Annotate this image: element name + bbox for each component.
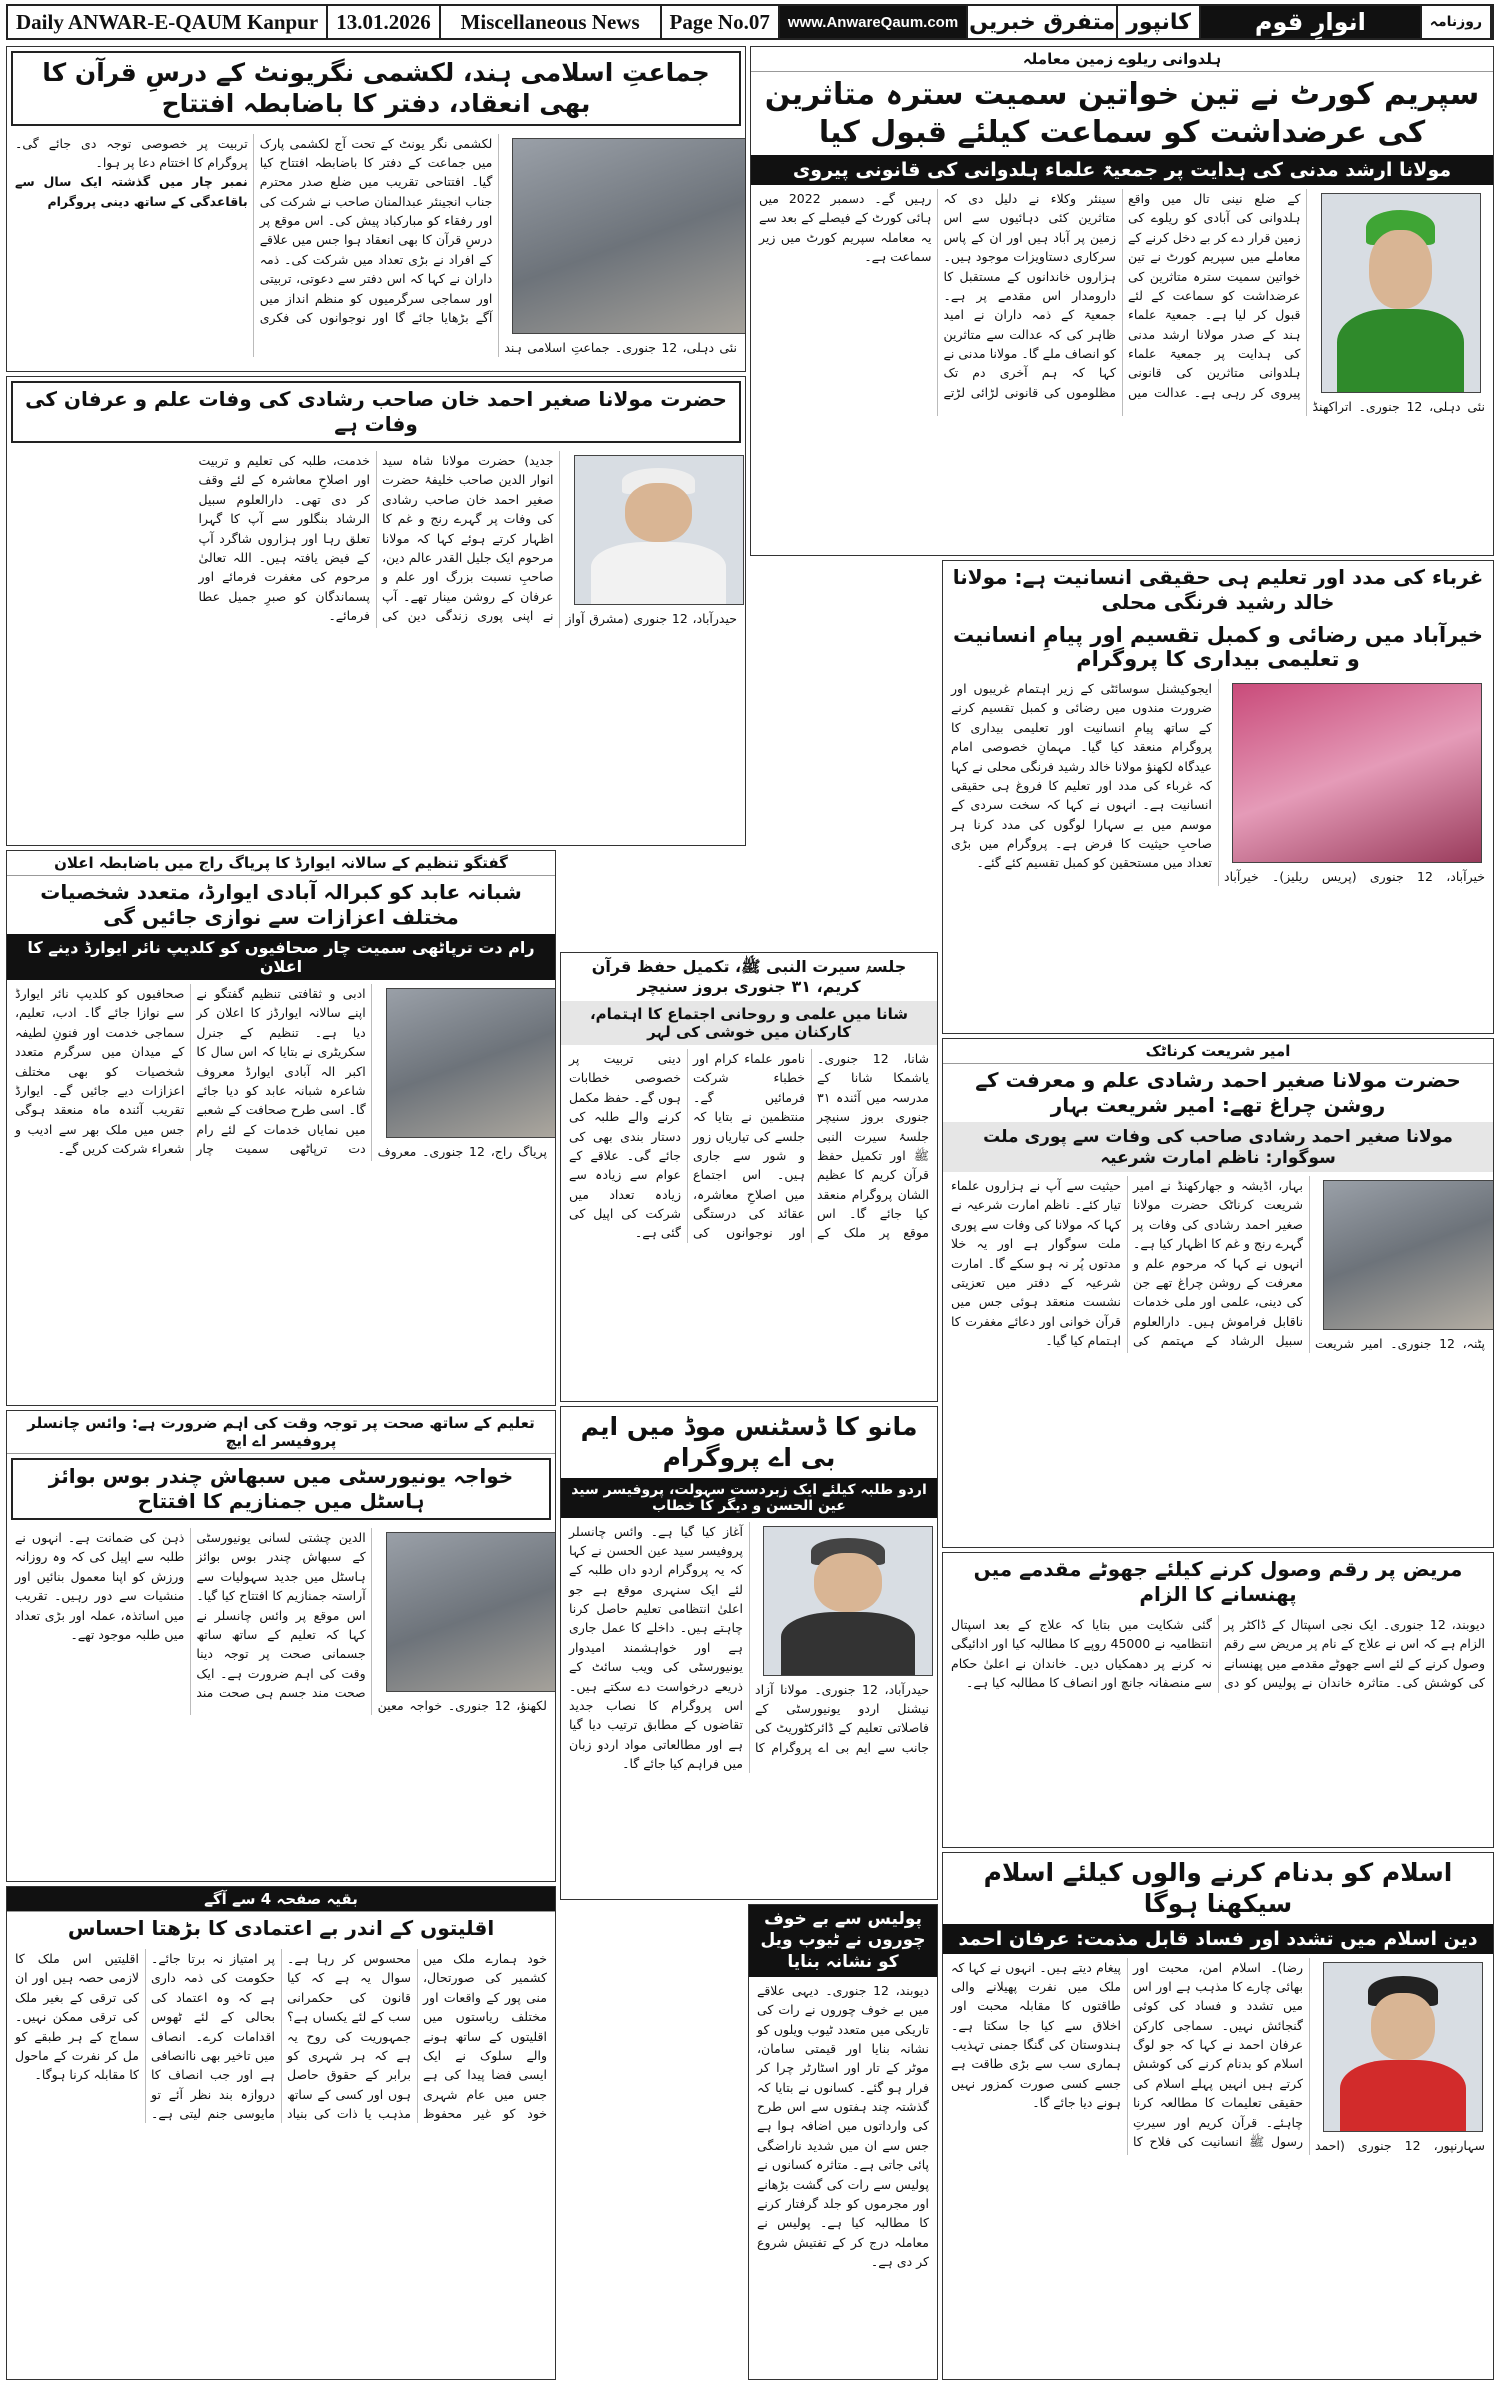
page-number: Page No.07	[662, 6, 780, 38]
maulana-arshad-madni-portrait	[1321, 193, 1481, 393]
story-headline: جلسۂ سیرت النبی ﷺ، تکمیل حفظ قرآن کریم، ۳۱ جنوری بروز سنیچر	[591, 957, 907, 996]
story-text: سہارنپور، 12 جنوری (احمد رضا)۔ اسلام امن، محبت اور بھائی چارے کا مذہب ہے اور اس میں تشدد و فساد کی کوئی گنجائش نہیں۔ سماجی کارکن عرفان احمد نے کہا کہ جو لوگ اسلام کو بدنام کرنے کی کوشش کرتے ہیں انہیں پہلے اسلام کی حقیقی تعلیمات کا مطالعہ کرنا چاہئے۔ قرآن کریم اور سیرتِ رسول ﷺ انسانیت کی فلاح کا پیغام دیتے ہیں۔ انہوں نے کہا کہ ملک میں نفرت پھیلانے والی طاقتوں کا مقابلہ محبت اور اخلاق سے کیا جا سکتا ہے۔ ہندوستان کی گنگا جمنی تہذیب ہماری سب سے بڑی طاقت ہے جسے کسی صورت کمزور نہیں ہونے دیا جائے گا۔	[951, 1959, 1485, 2153]
story-text: پریاگ راج، 12 جنوری۔ معروف ادبی و ثقافتی تنظیم گفتگو نے اپنے سالانہ ایوارڈز کا اعلان کر دیا ہے۔ تنظیم کے جنرل سکریٹری نے بتایا کہ اس سال کا اکبر الہ آبادی ایوارڈ معروف شاعرہ شبانہ عابد کو دیا جائے گا۔ اسی طرح صحافت کے شعبے میں نمایاں خدمات کے لئے رام دت ترپاٹھی سمیت چار صحافیوں کو کلدیپ نائر ایوارڈ سے نوازا جائے گا۔ ادب، تعلیم، سماجی خدمت اور فنونِ لطیفہ کے میدان میں سرگرم متعدد شخصیات کو بھی مختلف اعزازات دیے جائیں گے۔ ایوارڈ تقریب آئندہ ماہ منعقد ہوگی جس میں ملک بھر سے ادیب و شعراء شرکت کریں گے۔	[15, 986, 547, 1159]
story-body	[943, 1611, 1493, 1697]
story-body	[7, 1945, 555, 2127]
story-text: دیوبند، 12 جنوری۔ دیہی علاقے میں بے خوف چوروں نے رات کی تاریکی میں متعدد ٹیوب ویلوں کو نشانہ بنایا اور قیمتی سامان، موٹر کے تار اور اسٹارٹر چرا کر فرار ہو گئے۔ کسانوں نے بتایا کہ گذشتہ چند ہفتوں سے اس طرح کی وارداتوں میں اضافہ ہوا ہے جس سے ان میں شدید ناراضگی پائی جاتی ہے۔ متاثرہ کسانوں نے پولیس سے رات کی گشت بڑھانے اور مجرموں کو جلد گرفتار کرنے کا مطالبہ کیا ہے۔ پولیس نے معاملہ درج کر کے تفتیش شروع کر دی ہے۔	[757, 1982, 929, 2269]
story-body	[7, 130, 745, 361]
story-subheadline: دین اسلام میں تشدد اور فساد قابل مذمت: عرفان احمد	[943, 1924, 1493, 1954]
story-subheadline: مولانا ارشد مدنی کی ہدایت پر جمعیۃ علماء ہلدوانی کی قانونی پیروی	[751, 155, 1493, 185]
story-body	[749, 1977, 937, 2276]
story-headline: مریض پر رقم وصول کرنے کیلئے جھوٹے مقدمے میں پھنسانے کا الزام	[973, 1557, 1463, 1606]
story-amir-shariat-tribute	[942, 1038, 1494, 1548]
story-text: خود ہمارے ملک میں کشمیر کی صورتحال، منی پور کے واقعات اور مختلف ریاستوں میں اقلیتوں کے ساتھ ہونے والے سلوک نے ایک ایسی فضا پیدا کی ہے جس میں عام شہری خود کو غیر محفوظ محسوس کر رہا ہے۔ سوال یہ ہے کہ کیا قانون کی حکمرانی سب کے لئے یکساں ہے؟ جمہوریت کی روح یہ ہے کہ ہر شہری کو برابر کے حقوق حاصل ہوں اور کسی کے ساتھ مذہب یا ذات کی بنیاد پر امتیاز نہ برتا جائے۔ حکومت کی ذمہ داری ہے کہ وہ اعتماد کی بحالی کے لئے ٹھوس اقدامات کرے۔ انصاف میں تاخیر بھی ناانصافی ہے اور جب انصاف کا دروازہ بند نظر آئے تو مایوسی جنم لیتی ہے۔ اقلیتیں اس ملک کا لازمی حصہ ہیں اور ان کی ترقی کے بغیر ملک کی ترقی ممکن نہیں۔ سماج کے ہر طبقے کو مل کر نفرت کے ماحول کا مقابلہ کرنا ہوگا۔	[15, 1951, 547, 2121]
story-text: پٹنہ، 12 جنوری۔ امیر شریعت بہار، اڈیشہ و جھارکھنڈ نے امیر شریعت کرناٹک حضرت مولانا صغیر احمد رشادی کی وفات پر گہرے رنج و غم کا اظہار کیا ہے۔ انہوں نے کہا کہ مرحوم علم و معرفت کے روشن چراغ تھے جن کی دینی، علمی اور ملی خدمات ناقابل فراموش ہیں۔ دارالعلوم سبیل الرشاد کے مہتمم کی حیثیت سے آپ نے ہزاروں علماء تیار کئے۔ ناظم امارت شرعیہ نے کہا کہ مولانا کی وفات سے پوری ملت سوگوار ہے اور یہ خلا مدتوں پُر نہ ہو سکے گا۔ امارت شرعیہ کے دفتر میں تعزیتی نشست منعقد ہوئی جس میں قرآن خوانی اور دعائے مغفرت کا اہتمام کیا گیا۔	[951, 1178, 1486, 1351]
story-text: نئی دہلی، 12 جنوری۔ اتراکھنڈ کے ضلع نینی تال میں واقع ہلدوانی کی آبادی کو ریلوے کی زمین قرار دے کر بے دخل کرنے کے معاملے میں سپریم کورٹ نے تین خواتین سمیت سترہ متاثرین کی عرضداشت کو سماعت کے لئے قبول کر لیا ہے۔ جمعیۃ علماء ہند کے صدر مولانا ارشد مدنی کی ہدایت پر جمعیۃ علماء ہلدوانی متاثرین کی قانونی پیروی کر رہی ہے۔ عدالت میں سینئر وکلاء نے دلیل دی کہ متاثرین کئی دہائیوں سے اس زمین پر آباد ہیں اور ان کے پاس سرکاری دستاویزات موجود ہیں۔ ہزاروں خاندانوں کے مستقبل کا دارومدار اس مقدمے پر ہے۔ جمعیۃ کے ذمہ داران نے امید ظاہر کی کہ عدالت سے متاثرین کو انصاف ملے گا۔ مولانا مدنی نے کہا کہ ہم آخری دم تک مظلوموں کی قانونی لڑائی لڑتے رہیں گے۔ دسمبر 2022 میں ہائی کورٹ کے فیصلے کے بعد سے یہ معاملہ سپریم کورٹ میں زیر سماعت ہے۔	[759, 191, 1485, 414]
story-jamaat-office	[6, 46, 746, 372]
story-seerat-jalsa	[560, 952, 938, 1402]
story-text: خیرآباد، 12 جنوری (پریس ریلیز)۔ خیرآباد ایجوکیشنل سوسائٹی کے زیر اہتمام غریبوں اور ضرورت مندوں میں رضائی و کمبل تقسیم کرنے کے ساتھ پیامِ انسانیت اور تعلیمی بیداری کا پروگرام منعقد کیا گیا۔ مہمانِ خصوصی امام عیدگاہ لکھنؤ مولانا خالد رشید فرنگی محلی نے کہا کہ غرباء کی مدد اور تعلیم کا فروغ ہی حقیقی انسانیت ہے۔ انہوں نے کہا کہ سخت سردی کے موسم میں بے سہارا لوگوں کی مدد کرنا ہر صاحبِ حیثیت کا فرض ہے۔ پروگرام میں بڑی تعداد میں مستحقین کو کمبل تقسیم کئے گئے۔	[951, 681, 1485, 884]
story-text: دیوبند، 12 جنوری۔ ایک نجی اسپتال کے ڈاکٹر پر الزام ہے کہ اس نے علاج کے نام پر مریض سے رقم وصول کرنے کے لئے اسے جھوٹے مقدمے میں پھنسانے کی کوشش کی۔ متاثرہ خاندان نے پولیس کو دی گئی شکایت میں بتایا کہ علاج کے بعد اسپتال انتظامیہ نے 45000 روپے کا مطالبہ کیا اور ادائیگی نہ کرنے پر دھمکیاں دیں۔ خاندان نے اعلیٰ حکام سے منصفانہ جانچ اور انصاف کا مطالبہ کیا ہے۔	[951, 1617, 1486, 1691]
story-headline: شبانہ عابد کو کبرالہ آبادی ایوارڈ، متعدد شخصیات مختلف اعزازات سے نوازی جائیں گی	[40, 880, 522, 929]
story-headline: اسلام کو بدنام کرنے والوں کیلئے اسلام سیکھنا ہوگا	[983, 1858, 1453, 1919]
story-khairabad-blankets	[942, 560, 1494, 1034]
story-body	[751, 185, 1493, 420]
story-continued-editorial	[6, 1886, 556, 2380]
story-kicker: امیر شریعت کرناٹک	[943, 1039, 1493, 1064]
story-learn-islam	[942, 1852, 1494, 2380]
story-body	[943, 1172, 1493, 1357]
story-university-gym	[6, 1410, 556, 1882]
story-headline: حضرت مولانا صغیر احمد خان صاحب رشادی کی وفات علم و عرفان کی وفات ہے	[11, 381, 741, 443]
story-haldwani-supreme-court	[750, 46, 1494, 556]
story-subheadline: رام دت ترپاٹھی سمیت چار صحافیوں کو کلدیپ نائر ایوارڈ دینے کا اعلان	[7, 934, 555, 980]
story-text: نئی دہلی، 12 جنوری۔ جماعتِ اسلامی ہند لکشمی نگر یونٹ کے تحت آج لکشمی پارک میں جماعت کے دفتر کا باضابطہ افتتاح کیا گیا۔ افتتاحی تقریب میں ضلع صدر محترم جناب انجینئر عبدالمنان صاحب نے شرکت کی اور رفقاء کو مبارکباد پیش کی۔ اس موقع پر درسِ قرآن کا بھی انعقاد ہوا جس میں علاقے کے افراد نے بڑی تعداد میں شرکت کی۔ ذمہ داران نے کہا کہ اس دفتر سے دعوتی، تربیتی اور سماجی سرگرمیوں کو منظم انداز میں آگے بڑھایا جائے گا اور نوجوانوں کی فکری تربیت پر خصوصی توجہ دی جائے گی۔ پروگرام کا اختتام دعا پر ہوا۔	[15, 135, 737, 355]
city-name-urdu: کانپور	[1118, 6, 1201, 38]
maulana-portrait	[574, 455, 744, 605]
story-headline: اقلیتوں کے اندر بے اعتمادی کا بڑھتا احساس	[67, 1916, 495, 1940]
story-text: حیدرآباد، 12 جنوری۔ مولانا آزاد نیشنل اردو یونیورسٹی کے فاصلاتی تعلیم کے ڈائرکٹوریٹ کی جانب سے ایم بی اے پروگرام کا آغاز کیا گیا ہے۔ وائس چانسلر پروفیسر سید عین الحسن نے کہا کہ یہ پروگرام اردو داں طلبہ کے لئے ایک سنہری موقع ہے جو اعلیٰ انتظامی تعلیم حاصل کرنا چاہتے ہیں۔ داخلے کا عمل جاری ہے اور خواہشمند امیدوار یونیورسٹی کی ویب سائٹ کے ذریعے درخواست دے سکتے ہیں۔ اس پروگرام کا نصاب جدید تقاضوں کے مطابق ترتیب دیا گیا ہے اور مطالعاتی مواد اردو زبان میں فراہم کیا جائے گا۔	[569, 1523, 929, 1771]
masthead	[6, 4, 1494, 40]
story-headline: غرباء کی مدد اور تعلیم ہی حقیقی انسانیت ہے: مولانا خالد رشید فرنگی محلی	[952, 565, 1484, 614]
story-body	[561, 1045, 937, 1247]
gym-inauguration-photo	[386, 1532, 556, 1692]
daily-label-urdu: روزنامہ	[1420, 6, 1492, 38]
story-body	[7, 980, 555, 1165]
story-subheadline: مولانا صغیر احمد رشادی صاحب کی وفات سے پوری ملت سوگوار: ناظم امارت شرعیہ	[943, 1122, 1493, 1172]
story-kicker: گفتگو تنظیم کے سالانہ ایوارڈ کا پریاگ راج میں باضابطہ اعلان	[7, 851, 555, 876]
paper-name: Daily ANWAR-E-QAUM Kanpur	[8, 6, 328, 38]
awards-meeting-photo	[386, 988, 556, 1138]
story-manuu-mba	[560, 1406, 938, 1900]
story-body	[7, 447, 745, 632]
photo-caption: نمبر چار میں گذشتہ ایک سال سے باقاعدگی کے ساتھ دینی پروگرام	[15, 174, 248, 209]
story-maulana-obituary	[6, 376, 746, 846]
story-kicker: بقیہ صفحہ 4 سے آگے	[7, 1887, 555, 1912]
story-text: حیدرآباد، 12 جنوری (مشرق آواز جدید) حضرت مولانا شاہ سید انوار الدین صاحب خلیفۂ حضرت صغیر احمد خان صاحب رشادی کی وفات پر گہرے رنج و غم کا اظہار کرتے ہوئے کہا کہ مولانا مرحوم ایک جلیل القدر عالم دین، صاحبِ نسبت بزرگ اور علم و عرفان کے روشن مینار تھے۔ آپ نے اپنی پوری زندگی دین کی خدمت، طلبہ کی تعلیم و تربیت اور اصلاحِ معاشرہ کے لئے وقف کر دی تھی۔ دارالعلوم سبیل الرشاد بنگلور سے آپ کا گہرا تعلق رہا اور ہزاروں شاگرد آپ کے فیض یافتہ ہیں۔ اللہ تعالیٰ مرحوم کی مغفرت فرمائے اور پسماندگان کو صبرِ جمیل عطا فرمائے۔	[198, 453, 737, 626]
story-subheadline: اردو طلبہ کیلئے ایک زبردست سہولت، پروفیسر سید عین الحسن و دیگر کا خطاب	[561, 1478, 937, 1518]
story-headline: مانو کا ڈسٹنس موڈ میں ایم بی اے پروگرام	[580, 1412, 918, 1473]
story-body	[943, 1954, 1493, 2159]
story-tubewell-theft	[748, 1904, 938, 2380]
story-headline: خواجہ یونیورسٹی میں سبھاش چندر بوس بوائز ہاسٹل میں جمنازیم کا افتتاح	[11, 1458, 551, 1520]
story-guftagu-awards	[6, 850, 556, 1406]
section-name-urdu: متفرق خبریں	[968, 6, 1118, 38]
story-headline: جماعتِ اسلامی ہند، لکشمی نگریونٹ کے درسِ قرآن کا بھی انعقاد، دفتر کا باضابطہ افتتاح	[11, 51, 741, 126]
story-text: لکھنؤ، 12 جنوری۔ خواجہ معین الدین چشتی لسانی یونیورسٹی کے سبھاش چندر بوس بوائز ہاسٹل میں جدید سہولیات سے آراستہ جمنازیم کا افتتاح کیا گیا۔ اس موقع پر وائس چانسلر نے کہا کہ تعلیم کے ساتھ ساتھ جسمانی صحت پر توجہ دینا وقت کی اہم ضرورت ہے۔ ایک صحت مند جسم ہی صحت مند ذہن کی ضمانت ہے۔ انہوں نے طلبہ سے اپیل کی کہ وہ روزانہ ورزش کو اپنا معمول بنائیں اور منشیات سے دور رہیں۔ تقریب میں اساتذہ، عملہ اور بڑی تعداد میں طلبہ موجود تھے۔	[15, 1530, 547, 1713]
story-subheadline: خیرآباد میں رضائی و کمبل تقسیم اور پیامِ انسانیت و تعلیمی بیداری کا پروگرام	[952, 623, 1484, 671]
story-subheadline: شانا میں علمی و روحانی اجتماع کا اہتمام، کارکنان میں خوشی کی لہر	[561, 1001, 937, 1045]
story-headline: حضرت مولانا صغیر احمد رشادی علم و معرفت کے روشن چراغ تھے: امیر شریعت بہار	[975, 1068, 1461, 1117]
story-body	[7, 1524, 555, 1719]
event-photo	[512, 138, 746, 334]
condolence-meeting-photo	[1323, 1180, 1494, 1330]
website-link[interactable]: www.AnwareQaum.com	[780, 6, 968, 38]
story-kicker: ہلدوانی ریلوے زمین معاملہ	[751, 47, 1493, 72]
story-headline: پولیس سے بے خوف چوروں نے ٹیوب ویل کو نشانہ بنایا	[749, 1905, 937, 1977]
story-kicker: تعلیم کے ساتھ صحت پر توجہ وقت کی اہم ضرورت ہے: وائس چانسلر پروفیسر اے ایچ	[7, 1411, 555, 1454]
issue-date: 13.01.2026	[328, 6, 441, 38]
professor-portrait	[763, 1526, 933, 1676]
brand-logo: انوارِ قوم	[1201, 6, 1420, 38]
story-body	[561, 1518, 937, 1778]
irfan-ahmad-portrait	[1323, 1962, 1483, 2132]
story-text: شانا، 12 جنوری۔ یاشمکا شانا کے مدرسہ میں آئندہ ۳۱ جنوری بروز سنیچر جلسۂ سیرت النبی ﷺ اور تکمیل حفظ قرآن کریم کا عظیم الشان پروگرام منعقد کیا جائے گا۔ اس موقع پر ملک کے نامور علماء کرام اور خطباء شرکت فرمائیں گے۔ منتظمین نے بتایا کہ جلسے کی تیاریاں زور و شور سے جاری ہیں۔ اس اجتماع میں اصلاحِ معاشرہ، عقائد کی درستگی اور نوجوانوں کی دینی تربیت پر خصوصی خطابات ہوں گے۔ حفظ مکمل کرنے والے طلبہ کی دستار بندی بھی کی جائے گی۔ علاقے کے عوام سے زیادہ سے زیادہ تعداد میں شرکت کی اپیل کی گئی ہے۔	[569, 1051, 929, 1241]
blanket-distribution-photo	[1232, 683, 1482, 863]
story-body	[943, 675, 1493, 890]
story-headline: سپریم کورٹ نے تین خواتین سمیت سترہ متاثرین کی عرضداشت کو سماعت کیلئے قبول کیا	[764, 77, 1480, 150]
section-name: Miscellaneous News	[441, 6, 662, 38]
story-patient-false-case	[942, 1552, 1494, 1848]
